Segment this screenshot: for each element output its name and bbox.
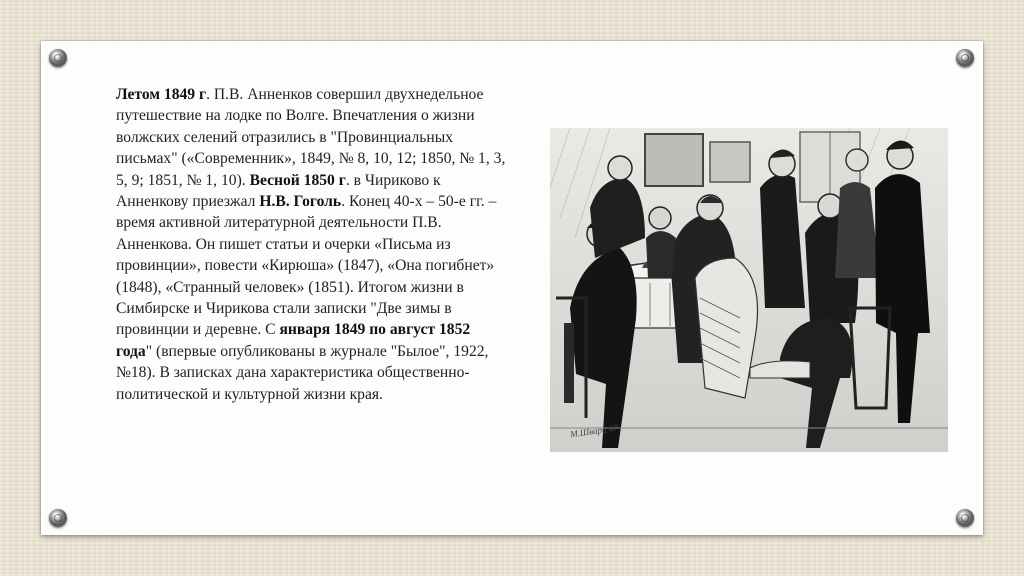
- illustration-literary-gathering: [550, 128, 948, 452]
- name-gogol: Н.В. Гоголь: [259, 193, 342, 211]
- date-range-1849-1852: января 1849 по август 1852 года: [116, 321, 471, 360]
- pin-icon-top-right: [956, 49, 974, 67]
- text-segment-3: . Конец 40-х – 50-е гг. – время активной литературной деятельности П.В. Анненкова. Он пишет статьи и очерки «Письма из провинции», повести «Кирюша» (1847), «Она погибнет» (1848), «Странный человек» (1851). Итогом жизни в Симбирске и Чирикова стали записки "Две зимы в провинции и деревне. С: [116, 193, 497, 339]
- pin-icon-bottom-left: [49, 509, 67, 527]
- pin-icon-bottom-right: [956, 509, 974, 527]
- slide-text: [116, 84, 506, 405]
- text-segment-4: " (впервые опубликованы в журнале "Былое", 1922, №18). В записках дана характеристика общественно-политической и культурной жизни края.: [116, 342, 489, 403]
- text-segment-2: . в Чириково к Анненкову приезжал: [116, 171, 441, 211]
- text-segment-1: . П.В. Анненков совершил двухнедельное путешествие на лодке по Волге. Впечатления о жизни волжских селений отразились в "Провинциальных письмах" («Современник», 1849, № 8, 10, 12; 1850, № 1, 3, 5, 9; 1851, № 1, 10).: [116, 86, 506, 189]
- illustration-drawing: [550, 128, 948, 452]
- date-spring-1850: Весной 1850 г: [249, 171, 346, 189]
- illustration-signature: М.Шварц 47: [569, 422, 619, 440]
- pin-icon-top-left: [49, 49, 67, 67]
- date-summer-1849: Летом 1849 г: [116, 86, 207, 103]
